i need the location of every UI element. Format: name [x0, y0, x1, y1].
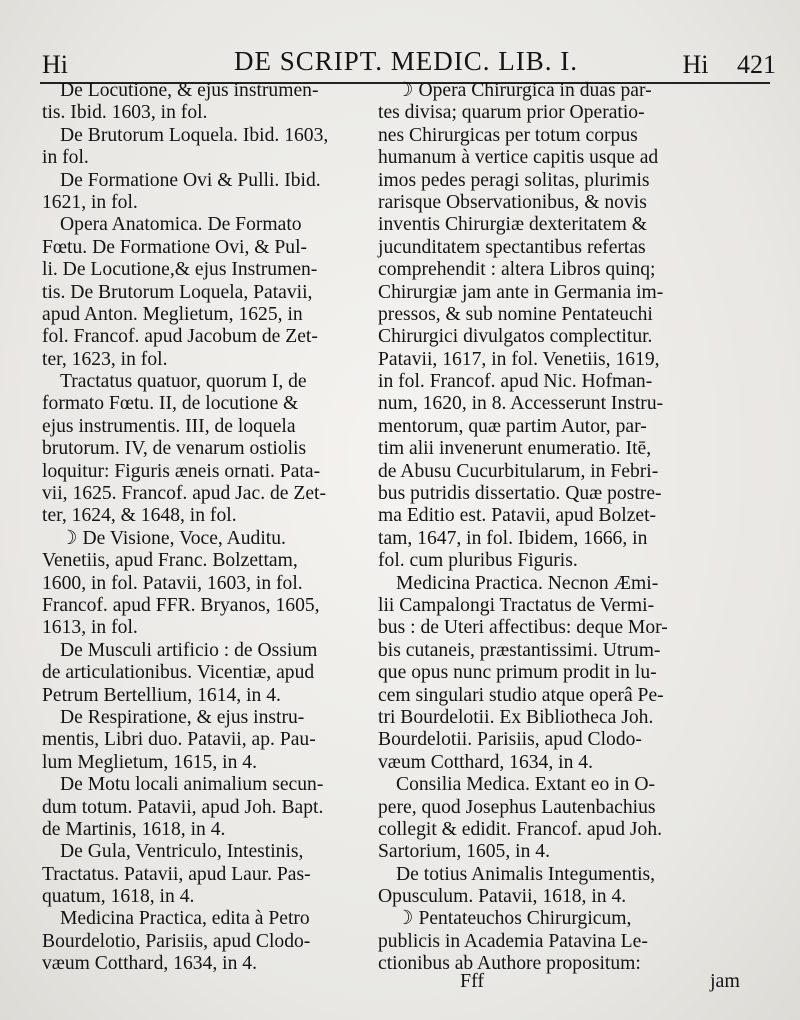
right-column — [378, 80, 730, 976]
text-line: in fol. Francof. apud Nic. Hofman- — [378, 371, 653, 393]
text-line: imos pedes peragi solitas, plurimis — [378, 169, 650, 191]
header-right — [661, 50, 777, 80]
page-footer — [40, 970, 740, 1000]
text-line: pere, quod Josephus Lautenbachius — [378, 796, 656, 818]
text-line: tim alii invenerunt enumeratio. Itē, — [378, 438, 652, 460]
text-line: ejus instrumentis. III, de loquela — [42, 415, 296, 437]
text-line: ter, 1623, in fol. — [42, 348, 168, 370]
text-line: apud Anton. Meglietum, 1625, in — [42, 303, 303, 325]
text-line: inventis Chirurgiæ dexteritatem & — [378, 214, 648, 236]
text-line: ☽ De Visione, Voce, Auditu. — [60, 527, 286, 549]
text-line: De Formatione Ovi & Pulli. Ibid. — [60, 169, 321, 191]
text-line: Sartorium, 1605, in 4. — [378, 841, 550, 863]
header-right-mark: Hi — [682, 50, 709, 79]
text-line: pressos, & sub nomine Pentateuchi — [378, 303, 653, 325]
text-line: Venetiis, apud Franc. Bolzettam, — [42, 550, 298, 572]
text-line: formato Fœtu. II, de locutione & — [42, 393, 299, 415]
text-line: ☽ Opera Chirurgica in duas par- — [396, 80, 652, 101]
text-line: tam, 1647, in fol. Ibidem, 1666, in — [378, 527, 648, 549]
text-line: de articulationibus. Vicentiæ, apud — [42, 662, 315, 684]
text-line: jucunditatem spectantibus refertas — [378, 236, 646, 258]
text-line: Bourdelotio, Parisiis, apud Clodo- — [42, 930, 311, 952]
text-line: collegit & edidit. Francof. apud Joh. — [378, 818, 663, 840]
text-line: De Gula, Ventriculo, Intestinis, — [60, 841, 304, 863]
text-line: De totius Animalis Integumentis, — [396, 863, 656, 885]
text-line: Petrum Bertellium, 1614, in 4. — [42, 684, 281, 706]
text-line: De Motu locali animalium secun- — [60, 774, 324, 796]
text-line: Medicina Practica. Necnon Æmi- — [396, 572, 659, 594]
text-line: Medicina Practica, edita à Petro — [60, 908, 310, 930]
text-line: tis. De Brutorum Loquela, Patavii, — [42, 281, 313, 303]
text-line: cem singulari studio atque operâ Pe- — [378, 684, 664, 706]
text-line: 1621, in fol. — [42, 191, 138, 213]
text-line: in fol. — [42, 147, 89, 169]
text-line: Fœtu. De Formatione Ovi, & Pul- — [42, 236, 308, 258]
text-line: de Abusu Cucurbitularum, in Febri- — [378, 460, 659, 482]
text-line: Patavii, 1617, in fol. Venetiis, 1619, — [378, 348, 660, 370]
text-line: Chirurgici divulgatos complectitur. — [378, 326, 653, 348]
text-line: vii, 1625. Francof. apud Jac. de Zet- — [42, 483, 327, 505]
text-line: bis cutaneis, præstantissimi. Utrum- — [378, 639, 661, 661]
text-line: Consilia Medica. Extant eo in O- — [396, 774, 656, 796]
text-line: comprehendit : altera Libros quinq; — [378, 259, 656, 281]
text-line: bus : de Uteri affectibus: deque Mor- — [378, 617, 668, 639]
running-header — [36, 46, 776, 82]
text-line: Chirurgiæ jam ante in Germania im- — [378, 281, 664, 303]
text-line: li. De Locutione,& ejus Instrumen- — [42, 259, 318, 281]
text-line: Bourdelotii. Parisiis, apud Clodo- — [378, 729, 642, 751]
text-line: Tractatus quatuor, quorum I, de — [60, 371, 307, 393]
text-line: num, 1620, in 8. Accesserunt Instru- — [378, 393, 664, 415]
text-line: nes Chirurgicas per totum corpus — [378, 124, 638, 146]
text-line: ter, 1624, & 1648, in fol. — [42, 505, 237, 527]
text-line: que opus nunc primum prodit in lu- — [378, 662, 657, 684]
text-line: mentorum, quæ partim Autor, par- — [378, 415, 647, 437]
text-line: ☽ Pentateuchos Chirurgicum, — [396, 908, 632, 930]
text-line: Opera Anatomica. De Formato — [60, 214, 302, 236]
text-line: Opusculum. Patavii, 1618, in 4. — [378, 886, 627, 908]
text-line: dum totum. Patavii, apud Joh. Bapt. — [42, 796, 324, 818]
text-line: tes divisa; quarum prior Operatio- — [378, 102, 645, 124]
text-line: rarisque Observationibus, & novis — [378, 191, 647, 213]
text-line: 1613, in fol. — [42, 617, 138, 639]
text-line: fol. Francof. apud Jacobum de Zet- — [42, 326, 318, 348]
text-line: De Respiratione, & ejus instru- — [60, 706, 305, 728]
text-line: brutorum. IV, de venarum ostiolis — [42, 438, 307, 460]
page-number: 421 — [737, 50, 776, 79]
text-line: bus putridis dissertatio. Quæ postre- — [378, 483, 662, 505]
text-line: publicis in Academia Patavina Le- — [378, 930, 648, 952]
text-line: loquitur: Figuris æneis ornati. Pata- — [42, 460, 321, 482]
header-left-mark: Hi — [42, 50, 68, 79]
text-line: De Locutione, & ejus instrumen- — [60, 80, 319, 101]
text-line: de Martinis, 1618, in 4. — [42, 818, 226, 840]
text-line: mentis, Libri duo. Patavii, ap. Pau- — [42, 729, 316, 751]
text-line: lii Campalongi Tractatus de Vermi- — [378, 594, 655, 616]
text-line: ctionibus ab Authore propositum: — [378, 953, 641, 975]
text-line: ma Editio est. Patavii, apud Bolzet- — [378, 505, 657, 527]
header-title: DE SCRIPT. MEDIC. LIB. I. — [233, 46, 578, 76]
text-line: 1600, in fol. Patavii, 1603, in fol. — [42, 572, 303, 594]
catchword: jam — [710, 970, 740, 992]
text-line: lum Meglietum, 1615, in 4. — [42, 751, 257, 773]
text-line: fol. cum pluribus Figuris. — [378, 550, 578, 572]
text-line: Tractatus. Patavii, apud Laur. Pas- — [42, 863, 311, 885]
text-line: Francof. apud FFR. Bryanos, 1605, — [42, 594, 320, 616]
text-line: tri Bourdelotii. Ex Bibliotheca Joh. — [378, 706, 654, 728]
text-line: De Brutorum Loquela. Ibid. 1603, — [60, 124, 329, 146]
text-line: humanum à vertice capitis usque ad — [378, 147, 659, 169]
text-line: væum Cotthard, 1634, in 4. — [378, 751, 593, 773]
text-line: tis. Ibid. 1603, in fol. — [42, 102, 208, 124]
text-line: De Musculi artificio : de Ossium — [60, 639, 318, 661]
text-line: quatum, 1618, in 4. — [42, 886, 195, 908]
left-column — [42, 80, 382, 976]
signature-mark: Fff — [460, 970, 485, 992]
text-line: væum Cotthard, 1634, in 4. — [42, 953, 257, 975]
